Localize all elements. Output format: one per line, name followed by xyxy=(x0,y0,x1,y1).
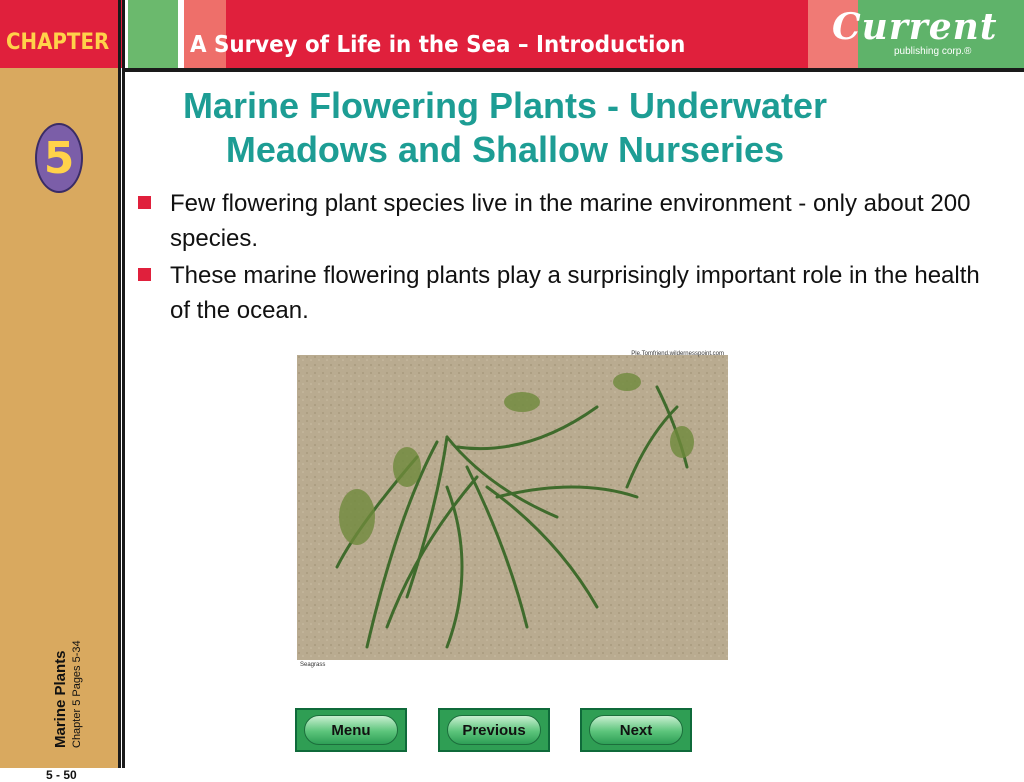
bullet-text: Few flowering plant species live in the marine environment - only about 200 species. xyxy=(170,190,971,252)
next-button-label: Next xyxy=(589,715,683,745)
previous-button-label: Previous xyxy=(447,715,541,745)
logo-word: Current xyxy=(832,6,998,48)
slide-title xyxy=(160,84,850,172)
bullet-square-icon xyxy=(138,196,151,209)
sidebar-section-label xyxy=(52,640,83,748)
bullet-square-icon xyxy=(138,268,151,281)
header-bar xyxy=(0,0,1024,68)
seagrass-image xyxy=(297,347,728,668)
photo-caption: Seagrass xyxy=(300,662,326,668)
sidebar-subtitle: Chapter 5 Pages 5-34 xyxy=(71,640,83,748)
menu-button[interactable] xyxy=(295,708,407,752)
chapter-number-badge: 5 xyxy=(35,123,83,193)
sidebar-title: Marine Plants xyxy=(52,650,69,748)
sidebar-divider xyxy=(118,0,121,768)
page-number: 5 - 50 xyxy=(46,768,77,782)
seagrass-photo xyxy=(297,347,728,668)
logo-subtitle: publishing corp.® xyxy=(894,46,972,57)
header-stripe xyxy=(128,0,178,68)
sidebar-divider xyxy=(122,0,125,768)
previous-button[interactable] xyxy=(438,708,550,752)
bullet-item xyxy=(138,186,998,256)
menu-button-label: Menu xyxy=(304,715,398,745)
photo-credit: Ple.Tomfriend.wildernesspoint.com xyxy=(631,351,724,357)
header-title: A Survey of Life in the Sea – Introduction xyxy=(190,32,686,58)
chapter-label: CHAPTER xyxy=(6,30,110,55)
publisher-logo xyxy=(832,6,1012,62)
bullet-text: These marine flowering plants play a surprisingly important role in the health of the ocean. xyxy=(170,262,980,324)
sidebar xyxy=(0,68,118,782)
header-divider xyxy=(122,68,1024,72)
bullet-item xyxy=(138,258,998,328)
bullet-list xyxy=(138,186,998,330)
next-button[interactable] xyxy=(580,708,692,752)
slide-title-line: Meadows and Shallow Nurseries xyxy=(225,129,785,170)
slide-title-line: Marine Flowering Plants - Underwater xyxy=(182,85,828,126)
